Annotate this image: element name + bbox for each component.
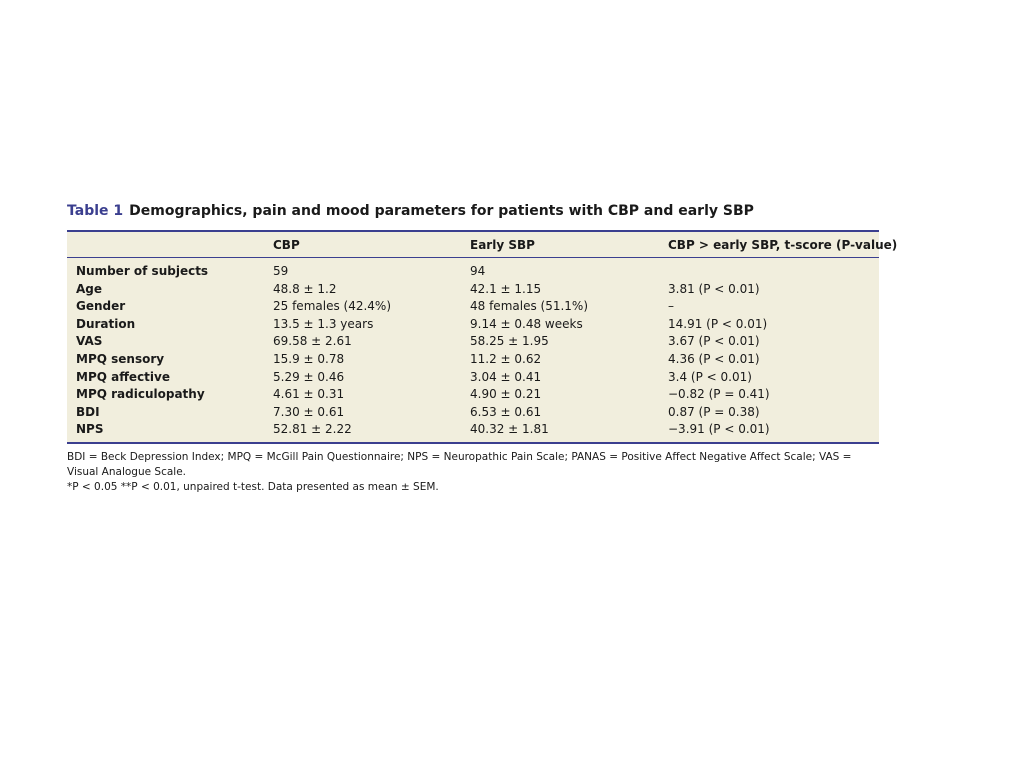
table-title: Demographics, pain and mood parameters for patients with CBP and early SBP: [129, 203, 754, 219]
early-sbp-value: 42.1 ± 1.15: [470, 281, 542, 296]
table-number: Table 1: [67, 203, 124, 219]
row-label: BDI: [76, 404, 100, 419]
early-sbp-value: 6.53 ± 0.61: [470, 404, 542, 419]
footnote-abbreviations: BDI = Beck Depression Index; MPQ = McGill Pain Questionnaire; NPS = Neuropathic Pain Scale; PANAS = Positive Affect Negative Affect Scale; VAS = Visual Analogue Scale.: [67, 451, 852, 478]
t-score-value: 14.91 (P < 0.01): [668, 316, 768, 331]
row-label: Duration: [76, 316, 136, 331]
row-label: Number of subjects: [76, 264, 209, 278]
t-score-value: 4.36 (P < 0.01): [668, 352, 760, 366]
header-cell-early-sbp: Early SBP: [470, 238, 535, 252]
row-label: NPS: [76, 422, 104, 437]
row-label: Age: [76, 281, 103, 296]
table-header-row: [67, 232, 898, 258]
cbp-value: 4.61 ± 0.31: [273, 387, 345, 402]
row-label: MPQ affective: [76, 369, 170, 384]
t-score-value: −3.91 (P < 0.01): [668, 422, 770, 437]
row-label: VAS: [76, 334, 103, 349]
row-label: MPQ radiculopathy: [76, 387, 205, 402]
t-score-value: 3.81 (P < 0.01): [668, 281, 760, 296]
table-caption: [67, 203, 754, 219]
t-score-value: 3.4 (P < 0.01): [668, 369, 752, 384]
early-sbp-value: 40.32 ± 1.81: [470, 422, 549, 437]
footnote-significance: *P < 0.05 **P < 0.01, unpaired t-test. Data presented as mean ± SEM.: [67, 481, 439, 493]
cbp-value: 15.9 ± 0.78: [273, 352, 345, 366]
row-label: Gender: [76, 299, 126, 314]
early-sbp-value: 11.2 ± 0.62: [470, 352, 542, 366]
cbp-value: 13.5 ± 1.3 years: [273, 316, 374, 331]
cbp-value: 69.58 ± 2.61: [273, 334, 352, 349]
early-sbp-value: 58.25 ± 1.95: [470, 334, 549, 349]
cbp-value: 5.29 ± 0.46: [273, 369, 345, 384]
cbp-value: 48.8 ± 1.2: [273, 281, 337, 296]
cbp-value: 52.81 ± 2.22: [273, 422, 352, 437]
header-cell-cbp: CBP: [273, 238, 300, 252]
cbp-value: 25 females (42.4%): [273, 299, 392, 314]
t-score-value: 0.87 (P = 0.38): [668, 404, 760, 419]
t-score-value: −0.82 (P = 0.41): [668, 387, 770, 402]
cbp-value: 59: [273, 264, 289, 278]
t-score-value: –: [668, 299, 674, 314]
early-sbp-value: 4.90 ± 0.21: [470, 387, 542, 402]
row-label: MPQ sensory: [76, 352, 165, 366]
early-sbp-value: 94: [470, 264, 486, 278]
early-sbp-value: 48 females (51.1%): [470, 299, 589, 314]
cbp-value: 7.30 ± 0.61: [273, 404, 345, 419]
early-sbp-value: 9.14 ± 0.48 weeks: [470, 316, 583, 331]
header-cell-t-score: CBP > early SBP, t-score (P-value): [668, 238, 898, 252]
early-sbp-value: 3.04 ± 0.41: [470, 369, 542, 384]
data-table: [67, 230, 898, 444]
t-score-value: 3.67 (P < 0.01): [668, 334, 760, 349]
